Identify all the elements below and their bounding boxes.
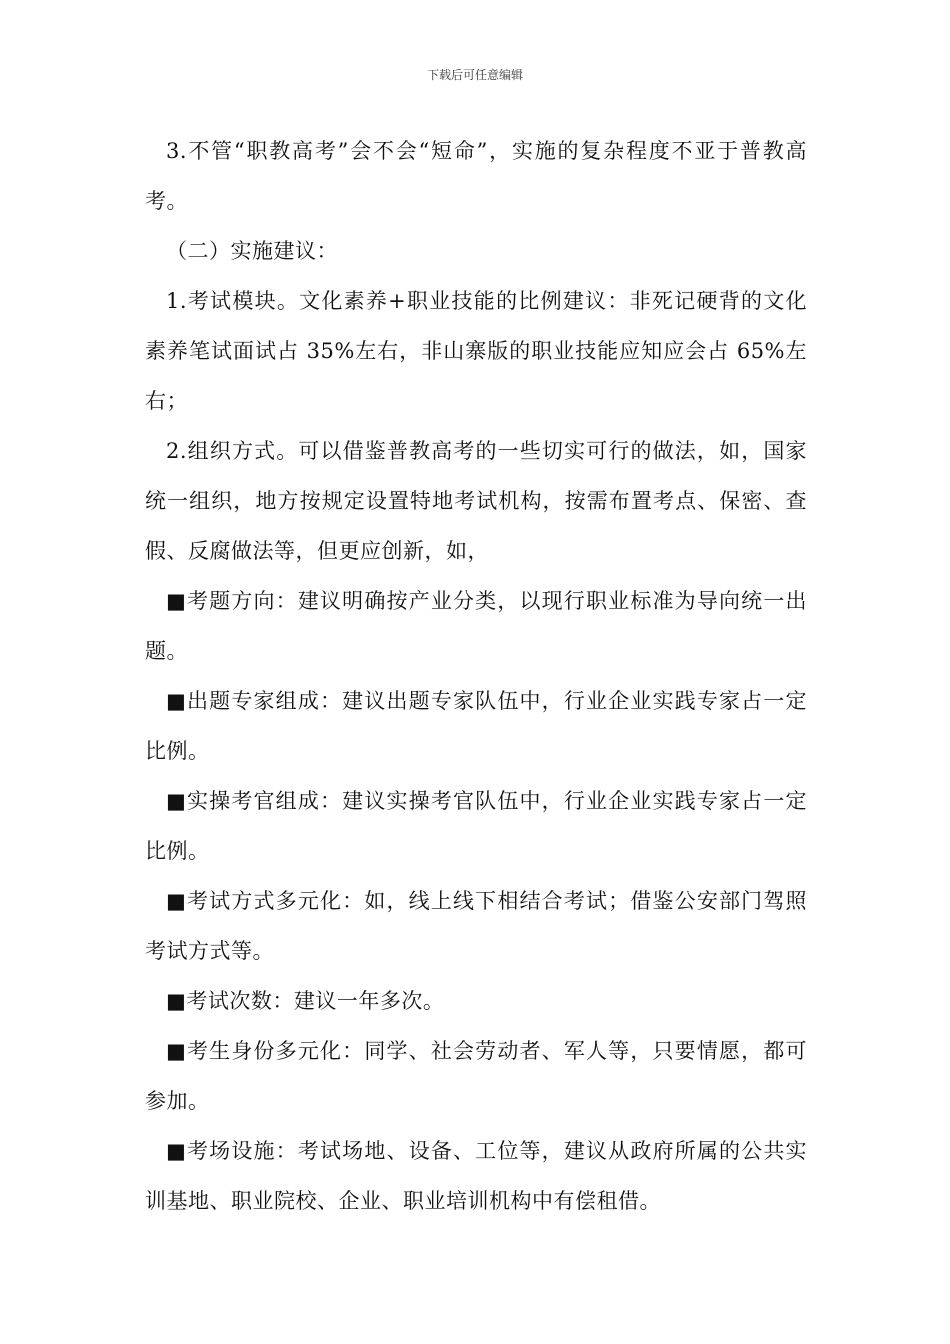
bullet-candidate-identity: ■考生身份多元化：同学、社会劳动者、军人等，只要情愿，都可参加。 xyxy=(145,1039,807,1113)
bullet-exam-frequency: ■考试次数：建议一年多次。 xyxy=(166,989,445,1013)
document-body xyxy=(145,126,807,1226)
paragraph-organization: 2.组织方式。可以借鉴普教高考的一些切实可行的做法，如，国家统一组织，地方按规定设置特地考试机构，按需布置考点、保密、查假、反腐做法等，但更应创新，如， xyxy=(145,439,807,563)
bullet-exam-facilities: ■考场设施：考试场地、设备、工位等，建议从政府所属的公共实训基地、职业院校、企业、职业培训机构中有偿租借。 xyxy=(145,1139,807,1213)
paragraph-point-3: 3.不管“职教高考”会不会“短命”，实施的复杂程度不亚于普教高考。 xyxy=(145,139,807,213)
paragraph-exam-module: 1.考试模块。文化素养+职业技能的比例建议：非死记硬背的文化素养笔试面试占 35%左右，非山寨版的职业技能应知应会占 65%左右； xyxy=(145,289,807,413)
bullet-question-direction: ■考题方向：建议明确按产业分类，以现行职业标准为导向统一出题。 xyxy=(145,589,807,663)
bullet-exam-methods: ■考试方式多元化：如，线上线下相结合考试；借鉴公安部门驾照考试方式等。 xyxy=(145,889,807,963)
bullet-practical-examiners: ■实操考官组成：建议实操考官队伍中，行业企业实践专家占一定比例。 xyxy=(145,789,807,863)
bullet-question-experts: ■出题专家组成：建议出题专家队伍中，行业企业实践专家占一定比例。 xyxy=(145,689,807,763)
header-note: 下载后可任意编辑 xyxy=(426,68,523,82)
section-heading-implementation: （二）实施建议： xyxy=(166,239,338,263)
